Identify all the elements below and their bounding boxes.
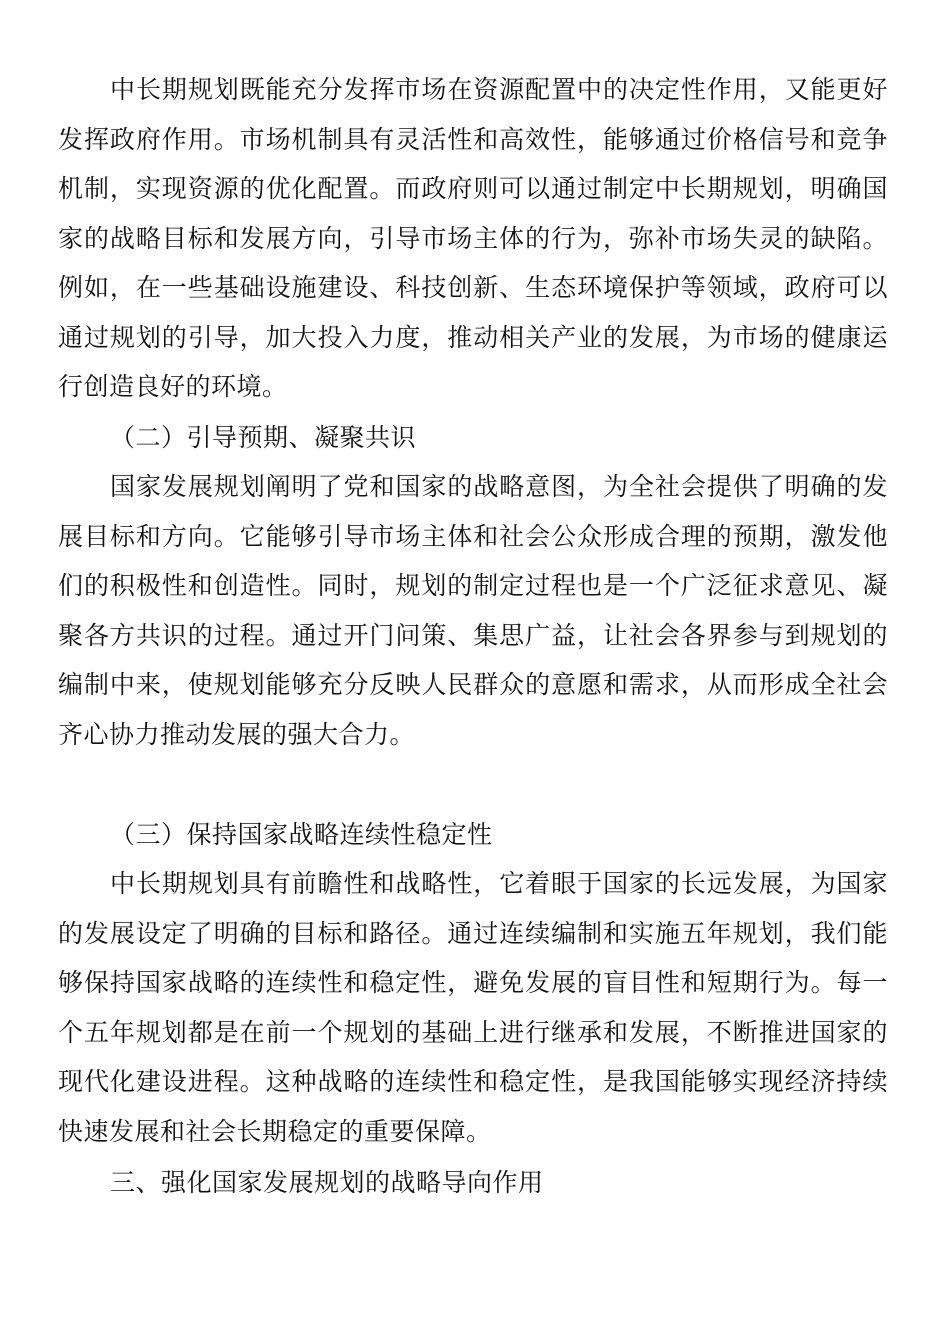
paragraph-strategy-continuity: 中长期规划具有前瞻性和战略性，它着眼于国家的长远发展，为国家的发展设定了明确的目标和路径。通过连续编制和实施五年规划，我们能够保持国家战略的连续性和稳定性，避免发展的盲目性和短期行为。每一个五年规划都是在前一个规划的基础上进行继承和发展，不断推进国家的现代化建设进程。这种战略的连续性和稳定性，是我国能够实现经济持续快速发展和社会长期稳定的重要保障。 <box>58 869 888 1146</box>
section-heading-strategic-guidance: 三、强化国家发展规划的战略导向作用 <box>110 1168 544 1197</box>
subheading-guide-expectations: （二）引导预期、凝聚共识 <box>110 423 417 452</box>
paragraph-guide-expectations: 国家发展规划阐明了党和国家的战略意图，为全社会提供了明确的发展目标和方向。它能够引导市场主体和社会公众形成合理的预期，激发他们的积极性和创造性。同时，规划的制定过程也是一个广泛征求意见、凝聚各方共识的过程。通过开门问策、集思广益，让社会各界参与到规划的编制中来，使规划能够充分反映人民群众的意愿和需求，从而形成全社会齐心协力推动发展的强大合力。 <box>58 472 888 749</box>
paragraph-market-and-government: 中长期规划既能充分发挥市场在资源配置中的决定性作用，又能更好发挥政府作用。市场机制具有灵活性和高效性，能够通过价格信号和竞争机制，实现资源的优化配置。而政府则可以通过制定中长期规划，明确国家的战略目标和发展方向，引导市场主体的行为，弥补市场失灵的缺陷。例如，在一些基础设施建设、科技创新、生态环境保护等领域，政府可以通过规划的引导，加大投入力度，推动相关产业的发展，为市场的健康运行创造良好的环境。 <box>58 75 888 401</box>
subheading-strategy-continuity: （三）保持国家战略连续性稳定性 <box>110 820 493 849</box>
